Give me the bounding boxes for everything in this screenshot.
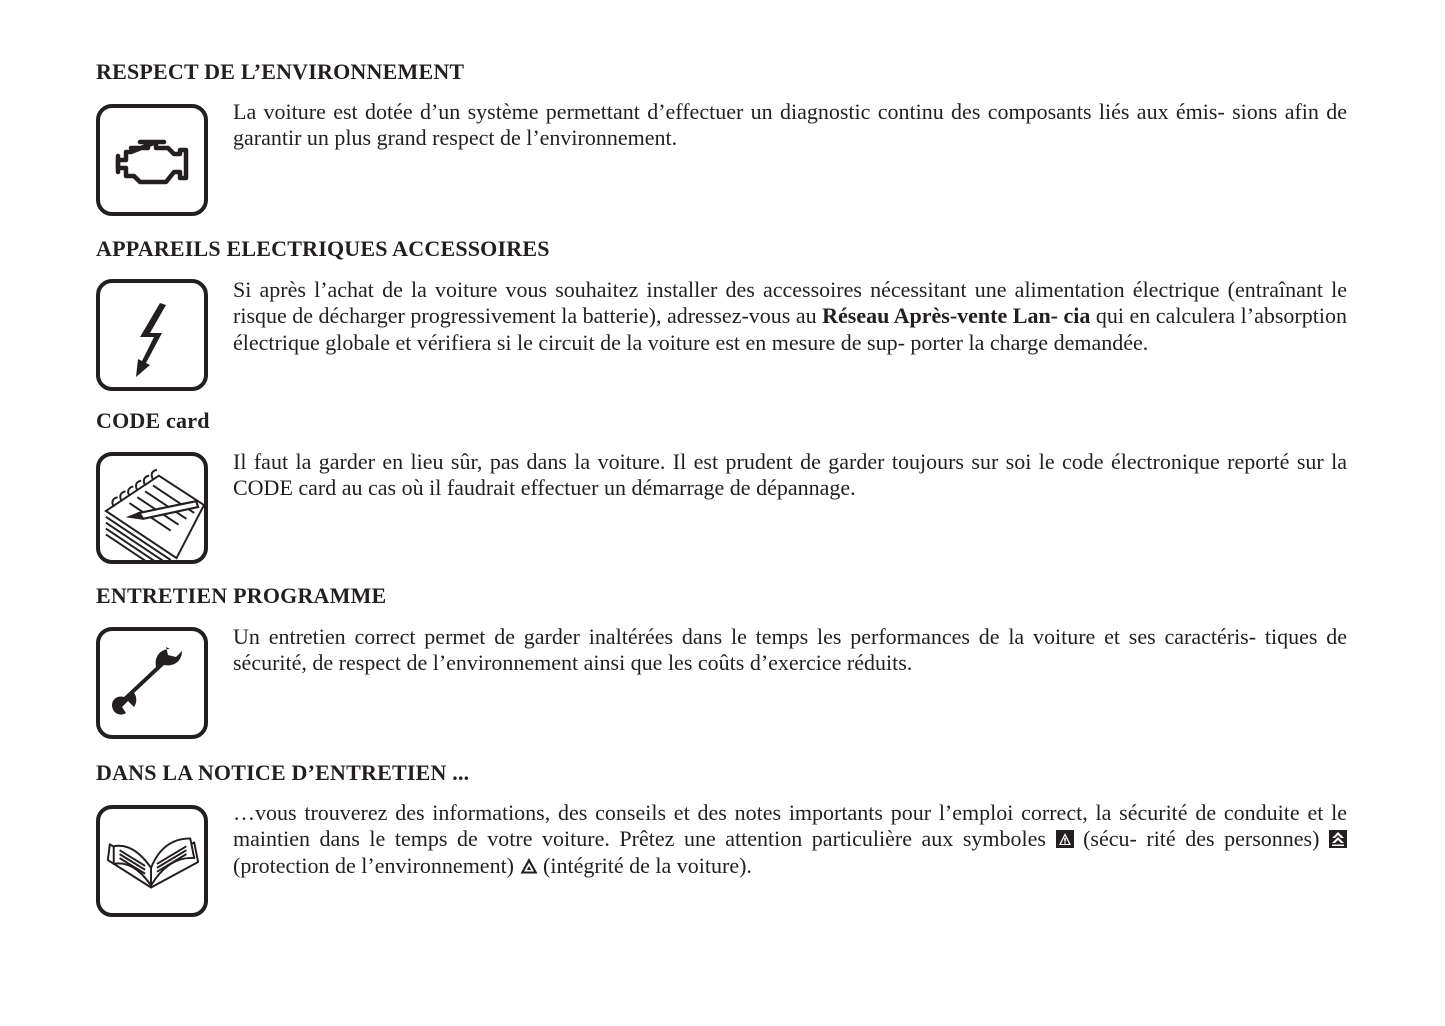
section-heading-maintenance: ENTRETIEN PROGRAMME <box>96 583 387 608</box>
engine-warning-icon <box>96 104 208 216</box>
text-part: (protection de l’environnement) <box>233 852 520 878</box>
notebook-pencil-icon <box>96 452 208 564</box>
section-text-code-card: Il faut la garder en lieu sûr, pas dans la voiture. Il est prudent de garder toujours sur soi le code électronique reporté sur la CODE card au cas où il faudrait effectuer un démarrage de dépannage. <box>233 449 1347 501</box>
section-text-environment: La voiture est dotée d’un système permettant d’effectuer un diagnostic continu des composants liés aux émis- sions afin de garantir un plus grand respect de l’environnement. <box>233 99 1347 151</box>
open-book-icon <box>96 805 208 917</box>
environment-protection-symbol-icon <box>1329 828 1347 846</box>
section-text-notice <box>233 800 1347 879</box>
lancia-network-bold: Réseau Après-vente Lan- cia <box>822 303 1091 329</box>
text-part: …vous trouverez des informations, des conseils et des notes importants pour l’emploi correct, la sécurité de conduite et le maintien dans le temps de votre voiture. Prêtez une attention particulière aux symboles <box>233 800 1347 852</box>
section-heading-environment: RESPECT DE L’ENVIRONNEMENT <box>96 59 465 84</box>
text-part: (sécu- rité des personnes) <box>1073 826 1329 852</box>
personal-safety-symbol-icon <box>1056 828 1074 846</box>
section-text-maintenance: Un entretien correct permet de garder inaltérées dans le temps les performances de la voiture et ses caractéris- tiques de sécurité, de respect de l’environnement ainsi que les coûts d’exercice réduits. <box>233 624 1347 676</box>
text-part: (intégrité de la voiture). <box>537 852 752 878</box>
lightning-icon <box>96 279 208 391</box>
wrench-icon <box>96 627 208 739</box>
section-text-electric <box>233 277 1347 356</box>
section-heading-code-card: CODE card <box>96 408 210 433</box>
text-part: Si après l’achat de la voiture vous souhaitez installer des accessoires nécessitant une alimentation électrique (entraînant le risque de décharger progressivement la batterie), adressez-vous au <box>233 277 1347 329</box>
vehicle-integrity-symbol-icon <box>520 855 538 873</box>
text-part: qui en calculera l’absorption électrique globale et vérifiera si le circuit de la voiture est en mesure de sup- porter la charge demandée. <box>233 303 1347 355</box>
section-heading-notice: DANS LA NOTICE D’ENTRETIEN ... <box>96 760 470 785</box>
section-heading-electric: APPAREILS ELECTRIQUES ACCESSOIRES <box>96 236 550 261</box>
